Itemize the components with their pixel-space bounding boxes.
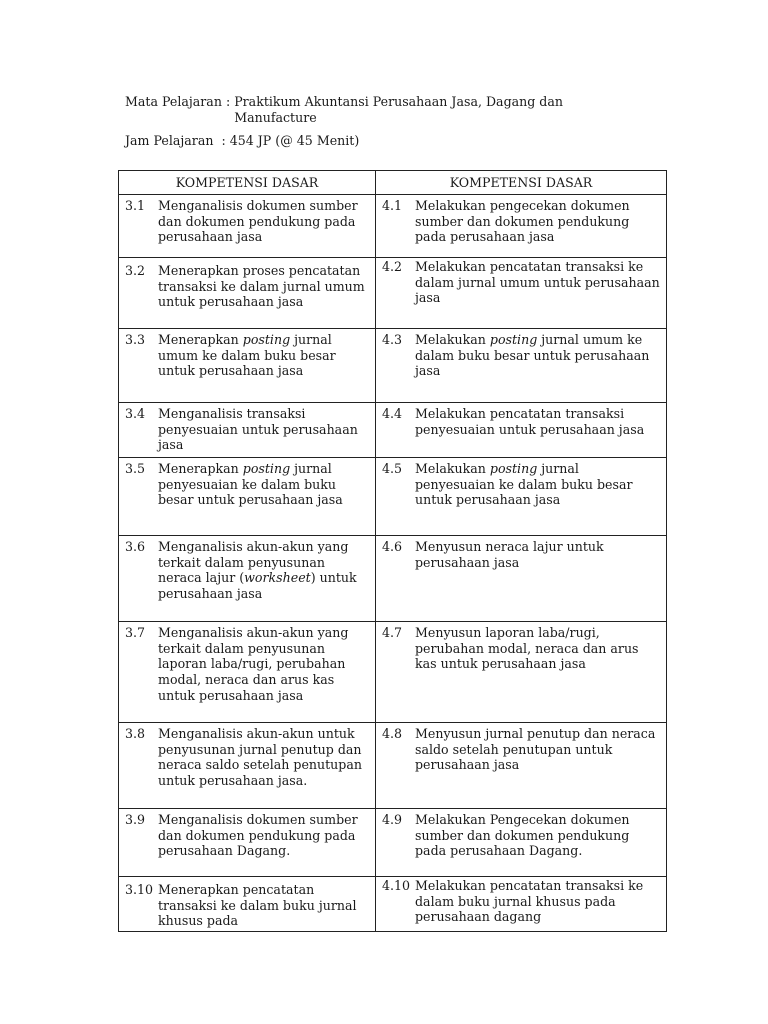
kd-number: 3.6 [125,539,146,554]
kd-number: 3.3 [125,332,146,347]
kd-text: Menganalisis akun-akun yang terkait dalam penyusunan laporan laba/rugi, perubahan modal, neraca dan arus kas untuk perusahaan jasa [158,625,349,703]
kd-text: Melakukan pencatatan transaksi ke dalam buku jurnal khusus pada perusahaan dagang [415,878,644,925]
competency-table [118,170,667,932]
document-header [125,94,685,149]
kd-text: Melakukan pengecekan dokumen sumber dan dokumen pendukung pada perusahaan jasa [415,198,630,245]
kd-number: 4.1 [382,198,403,213]
table-row [119,458,667,536]
kd-number: 4.10 [382,878,411,893]
hours-label: Jam Pelajaran [125,133,214,148]
table-row [119,536,667,622]
kd-text: Melakukan posting jurnal penyesuaian ke dalam buku besar untuk perusahaan jasa [415,461,633,508]
kd3-cell [119,258,376,329]
kd3-cell [119,458,376,536]
column-header-kd4: KOMPETENSI DASAR [376,171,667,195]
kd-text: Menganalisis dokumen sumber dan dokumen pendukung pada perusahaan Dagang. [158,812,358,859]
hours-row [125,133,685,149]
kd4-cell [376,258,667,329]
kd-text: Menerapkan posting jurnal penyesuaian ke dalam buku besar untuk perusahaan jasa [158,461,343,508]
kd4-cell [376,458,667,536]
kd-text: Menerapkan proses pencatatan transaksi ke dalam jurnal umum untuk perusahaan jasa [158,263,365,310]
kd-number: 3.4 [125,406,146,421]
subject-separator: : [221,94,235,109]
kd-text: Menganalisis akun-akun untuk penyusunan jurnal penutup dan neraca saldo setelah penutupan untuk perusahaan jasa. [158,726,362,789]
table-row [119,809,667,877]
kd4-cell [376,723,667,809]
table-row [119,622,667,723]
kd-number: 3.2 [125,263,146,278]
kd-number: 3.8 [125,726,146,741]
kd-number: 3.7 [125,625,146,640]
kd-text: Menganalisis akun-akun yang terkait dalam penyusunan neraca lajur (worksheet) untuk perusahaan jasa [158,539,357,602]
table-row [119,723,667,809]
kd4-cell [376,195,667,258]
subject-label: Mata Pelajaran [125,94,222,109]
kd-number: 4.4 [382,406,403,421]
kd-number: 4.3 [382,332,403,347]
kd4-cell [376,536,667,622]
kd3-cell [119,195,376,258]
hours-separator: : [213,133,230,148]
kd4-cell [376,877,667,932]
kd3-cell [119,536,376,622]
kd-number: 4.6 [382,539,403,554]
kd3-cell [119,622,376,723]
kd3-cell [119,329,376,403]
kd-text: Melakukan pencatatan transaksi ke dalam jurnal umum untuk perusahaan jasa [415,259,660,306]
kd-text: Menganalisis dokumen sumber dan dokumen pendukung pada perusahaan jasa [158,198,358,245]
kd3-cell [119,403,376,458]
kd-number: 4.2 [382,259,403,274]
kd4-cell [376,329,667,403]
kd-number: 4.7 [382,625,403,640]
table-row [119,258,667,329]
kd-text: Melakukan posting jurnal umum ke dalam buku besar untuk perusahaan jasa [415,332,650,379]
table-row [119,877,667,932]
table-row [119,195,667,258]
kd-text: Menyusun laporan laba/rugi, perubahan modal, neraca dan arus kas untuk perusahaan jasa [415,625,639,672]
hours-value: 454 JP (@ 45 Menit) [229,133,360,148]
kd3-cell [119,723,376,809]
kd-text: Menerapkan posting jurnal umum ke dalam buku besar untuk perusahaan jasa [158,332,336,379]
kd3-cell [119,809,376,877]
table-row [119,403,667,458]
kd-number: 3.9 [125,812,146,827]
kd-number: 3.1 [125,198,146,213]
kd-text: Menyusun jurnal penutup dan neraca saldo setelah penutupan untuk perusahaan jasa [415,726,656,773]
kd4-cell [376,809,667,877]
subject-row [125,94,685,126]
table-row [119,329,667,403]
kd-number: 3.10 [125,882,154,897]
kd-text: Melakukan Pengecekan dokumen sumber dan dokumen pendukung pada perusahaan Dagang. [415,812,630,859]
subject-value: Praktikum Akuntansi Perusahaan Jasa, Dagang dan Manufacture [234,94,563,125]
kd4-cell [376,403,667,458]
kd-number: 4.5 [382,461,403,476]
table-header-row [119,171,667,195]
kd-text: Menerapkan pencatatan transaksi ke dalam buku jurnal khusus pada [158,882,357,929]
kd-number: 4.8 [382,726,403,741]
kd3-cell [119,877,376,932]
kd-text: Melakukan pencatatan transaksi penyesuaian untuk perusahaan jasa [415,406,645,437]
column-header-kd3: KOMPETENSI DASAR [119,171,376,195]
kd-number: 3.5 [125,461,146,476]
kd-text: Menyusun neraca lajur untuk perusahaan jasa [415,539,604,570]
kd-number: 4.9 [382,812,403,827]
kd-text: Menganalisis transaksi penyesuaian untuk perusahaan jasa [158,406,358,453]
kd4-cell [376,622,667,723]
